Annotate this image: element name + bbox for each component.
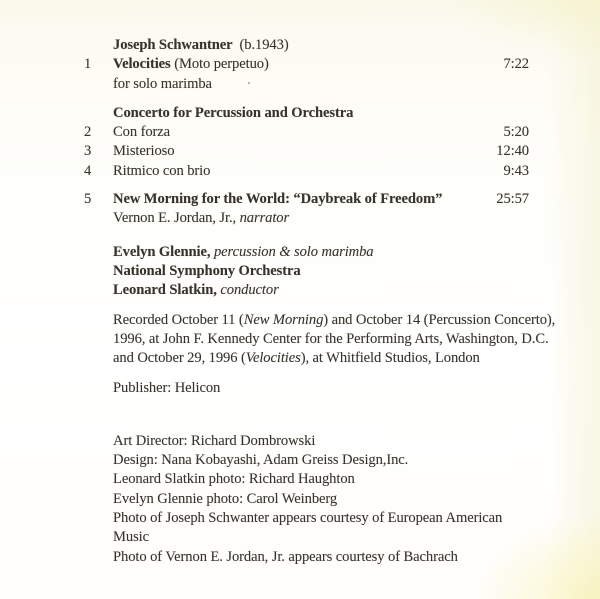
credit-line: Photo of Joseph Schwanter appears courtesy of European American Music: [113, 509, 503, 546]
narrator-role: narrator: [239, 210, 290, 227]
credits-block: [113, 432, 529, 567]
track-number: 3: [84, 143, 92, 160]
performer-line: [113, 243, 529, 262]
recording-note-line: [113, 311, 556, 330]
performer-line: [113, 262, 529, 281]
recording-work-title: Velocities: [245, 350, 301, 367]
performer-name: National Symphony Orchestra: [113, 262, 301, 279]
track-number: 4: [84, 162, 92, 179]
track-title: Misterioso: [113, 143, 175, 160]
track-number: 2: [84, 124, 92, 141]
composer-line: [113, 36, 529, 55]
recording-text: Recorded October 11 (: [113, 311, 244, 328]
credit-line: Photo of Vernon E. Jordan, Jr. appears courtesy of Bachrach: [113, 548, 458, 565]
recording-text: 1996, at John F. Kennedy Center for the Performing Arts, Washington, D.C.: [113, 330, 549, 347]
track-time: 7:22: [503, 56, 529, 73]
credit-line: Art Director: Richard Dombrowski: [113, 432, 316, 449]
work2-title: Concerto for Percussion and Orchestra: [113, 104, 354, 121]
credit-line: Leonard Slatkin photo: Richard Haughton: [113, 471, 355, 488]
track-number: 1: [84, 56, 92, 73]
performers-block: [113, 243, 529, 301]
performer-name: Leonard Slatkin,: [113, 282, 221, 299]
performer-role: percussion & solo marimba: [213, 243, 374, 260]
narrator-name: Vernon E. Jordan, Jr.,: [113, 210, 240, 227]
booklet-content: [80, 36, 556, 567]
track-subtitle: for solo marimba: [113, 75, 212, 92]
track-title: Ritmico con brio: [113, 162, 211, 179]
track-title: New Morning for the World: “Daybreak of Freedom”: [113, 191, 443, 208]
recording-work-title: New Morning: [243, 311, 324, 328]
recording-text: ), at Whitfield Studios, London: [300, 350, 480, 367]
track-title: [113, 55, 503, 74]
narrator-line: [113, 209, 529, 228]
track-row: [80, 190, 529, 209]
track-row: [80, 55, 529, 74]
track-title: Con forza: [113, 124, 171, 141]
track-number: 5: [84, 191, 92, 208]
track-row: [80, 123, 529, 142]
publisher-line: Publisher: Helicon: [113, 380, 221, 397]
track-time: 25:57: [496, 191, 529, 208]
recording-note-line: [113, 349, 529, 368]
track-time: 9:43: [503, 162, 529, 179]
recording-text: and October 29, 1996 (: [113, 350, 246, 367]
performer-line: [113, 281, 529, 300]
performer-name: Evelyn Glennie,: [113, 243, 214, 260]
performer-role: conductor: [220, 282, 279, 299]
credit-line: Design: Nana Kobayashi, Adam Greiss Design,Inc.: [113, 452, 409, 469]
recording-note-line: [113, 330, 549, 349]
track-title-note: (Moto perpetuo): [170, 56, 269, 73]
recording-note: [113, 311, 556, 369]
track-row: [80, 162, 529, 181]
composer-dates: (b.1943): [239, 37, 289, 53]
work3-block: [80, 190, 529, 229]
composer-name: Joseph Schwantner: [113, 37, 233, 53]
recording-text: ) and October 14 (Percussion Concerto),: [323, 311, 556, 328]
track-row: [80, 142, 529, 161]
work2-block: [80, 104, 529, 181]
track-time: 5:20: [503, 124, 529, 141]
credit-line: Evelyn Glennie photo: Carol Weinberg: [113, 490, 338, 507]
track-time: 12:40: [496, 143, 529, 160]
work1-block: [80, 55, 529, 94]
track-title-main: Velocities: [113, 56, 171, 73]
